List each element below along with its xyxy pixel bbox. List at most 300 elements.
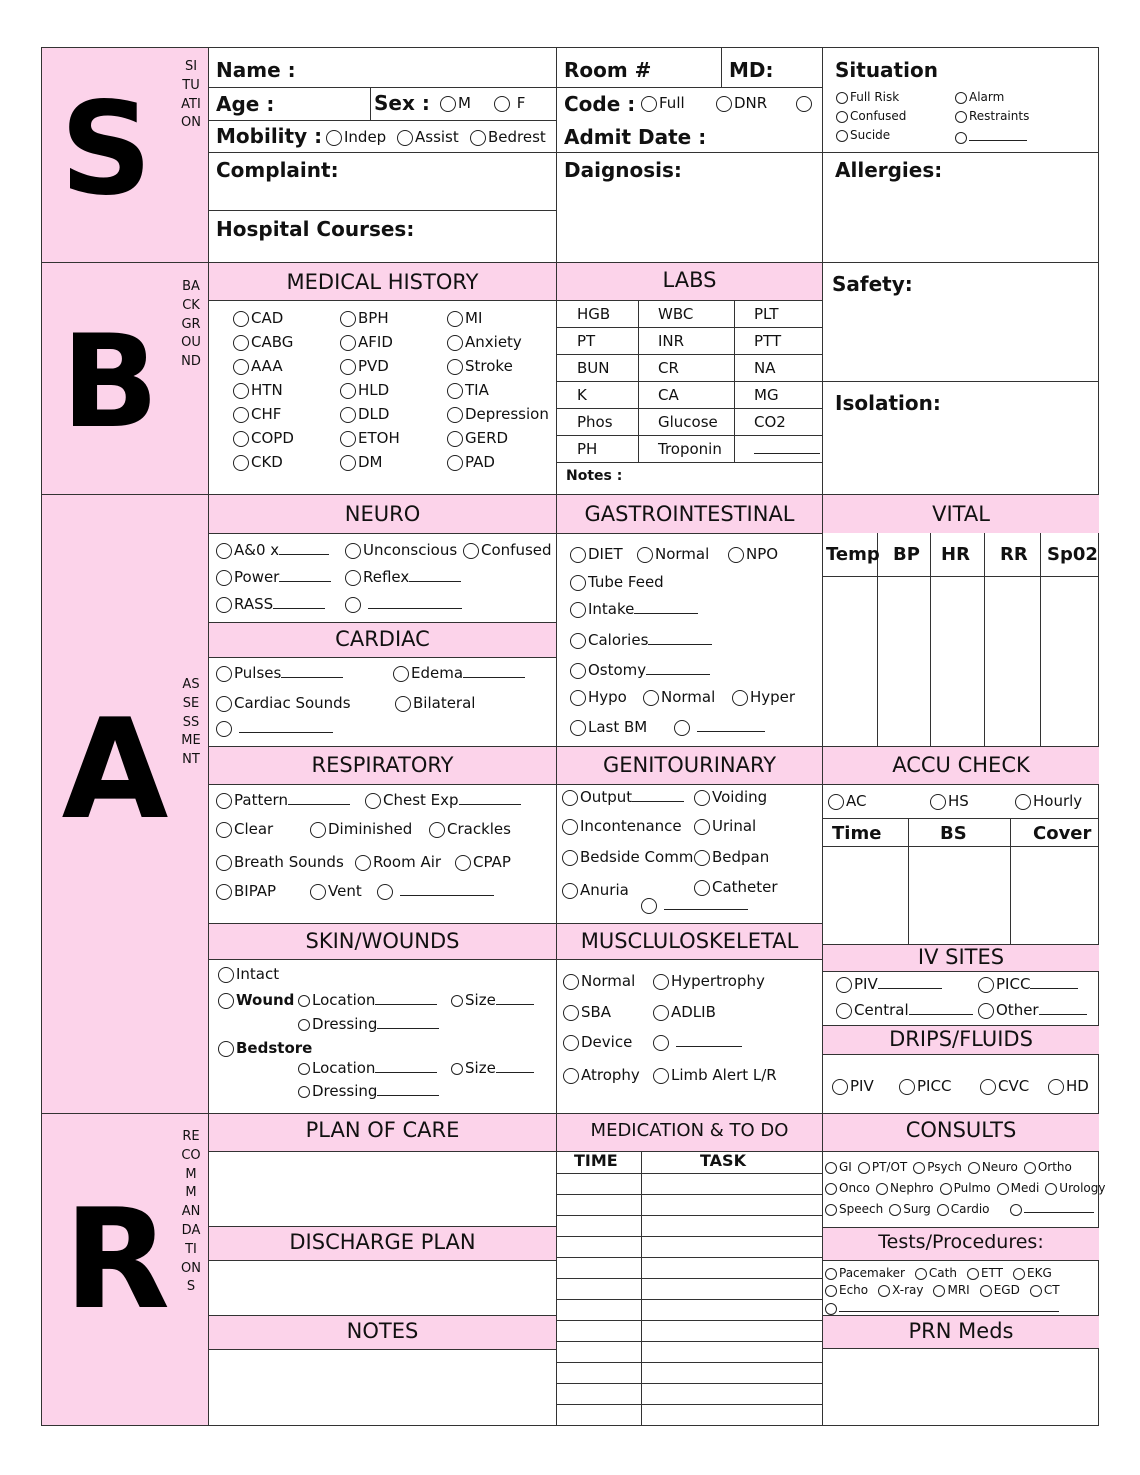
consult-urology-option[interactable] bbox=[1045, 1178, 1105, 1199]
test-mri-option[interactable] bbox=[933, 1282, 969, 1299]
radio-icon bbox=[216, 884, 232, 900]
wound-size-option[interactable]: Size bbox=[451, 991, 534, 1009]
consults-row bbox=[825, 1178, 1106, 1199]
medical-history-etoh-option[interactable] bbox=[340, 426, 400, 450]
radio-icon bbox=[1024, 1162, 1036, 1174]
gi-lastbm-option[interactable]: Last BM bbox=[570, 718, 647, 736]
radio-icon bbox=[340, 455, 356, 471]
consult-other-option[interactable] bbox=[1010, 1199, 1094, 1220]
option-label: CT bbox=[1043, 1283, 1060, 1297]
gi-calories-option[interactable]: Calories bbox=[570, 631, 712, 649]
drips-picc-option[interactable]: PICC bbox=[899, 1077, 951, 1095]
medical-history-ckd-option[interactable] bbox=[233, 450, 294, 474]
diagnosis-label: Daignosis: bbox=[564, 158, 682, 182]
consult-cardio-option[interactable] bbox=[937, 1199, 990, 1220]
radio-icon bbox=[447, 311, 463, 327]
gi-ostomy-option[interactable]: Ostomy bbox=[570, 661, 710, 679]
option-label: X-ray bbox=[892, 1283, 924, 1297]
iv-sites-title: IV SITES bbox=[917, 945, 1005, 969]
gi-hyper-option[interactable]: Hyper bbox=[732, 688, 795, 706]
accu-hourly-option[interactable]: Hourly bbox=[1015, 792, 1082, 810]
vital-bp-col: BP bbox=[893, 544, 920, 565]
radio-icon bbox=[653, 1005, 669, 1021]
gu-bedside-option[interactable]: Bedside Comm bbox=[562, 848, 693, 866]
medical-history-cad-option[interactable] bbox=[233, 306, 294, 330]
safety-label: Safety: bbox=[832, 272, 913, 296]
radio-icon bbox=[694, 819, 710, 835]
radio-icon bbox=[233, 359, 249, 375]
situation-other-option[interactable] bbox=[955, 128, 1027, 144]
radio-icon bbox=[728, 547, 744, 563]
skin-intact-option[interactable]: Intact bbox=[218, 965, 279, 983]
option-label: COPD bbox=[251, 429, 294, 447]
mobility-indep-option[interactable]: Indep bbox=[326, 128, 386, 146]
radio-icon bbox=[570, 720, 586, 736]
msk-device-option[interactable]: Device bbox=[563, 1033, 632, 1051]
neuro-confused-option[interactable]: Confused bbox=[463, 541, 552, 559]
test-pacemaker-option[interactable] bbox=[825, 1265, 905, 1282]
test-cath-option[interactable] bbox=[915, 1265, 957, 1282]
option-label: PAD bbox=[465, 453, 495, 471]
skin-bedstore-option[interactable]: Bedstore bbox=[218, 1039, 312, 1057]
gu-bedpan-option[interactable]: Bedpan bbox=[694, 848, 769, 866]
medical-history-mi-option[interactable] bbox=[447, 306, 549, 330]
bedstore-dressing-option[interactable]: Dressing bbox=[298, 1082, 439, 1100]
consult-speech-option[interactable] bbox=[825, 1199, 883, 1220]
option-label: Speech bbox=[839, 1202, 884, 1216]
resp-diminished-option[interactable]: Diminished bbox=[310, 820, 412, 838]
full-risk-option[interactable]: Full Risk bbox=[836, 90, 899, 104]
option-label: PVD bbox=[358, 357, 389, 375]
medical-history-hld-option[interactable] bbox=[340, 378, 400, 402]
notes-title: NOTES bbox=[346, 1319, 419, 1343]
room-label: Room # bbox=[564, 58, 652, 82]
neuro-rass-option[interactable]: RASS bbox=[216, 595, 325, 613]
restraints-option[interactable]: Restraints bbox=[955, 109, 1029, 123]
vital-title: VITAL bbox=[932, 502, 990, 526]
section-word-assessment: ASSESSMENT bbox=[181, 677, 201, 768]
radio-icon bbox=[1048, 1079, 1064, 1095]
resp-clear-option[interactable]: Clear bbox=[216, 820, 273, 838]
neuro-reflex-option[interactable]: Reflex bbox=[345, 568, 461, 586]
gu-output-option[interactable]: Output bbox=[562, 788, 684, 806]
option-label: HTN bbox=[251, 381, 283, 399]
bedstore-size-option[interactable]: Size bbox=[451, 1059, 534, 1077]
radio-icon bbox=[233, 335, 249, 351]
allergies-label: Allergies: bbox=[835, 158, 943, 182]
radio-icon bbox=[233, 383, 249, 399]
radio-icon bbox=[653, 974, 669, 990]
consult-neuro-option[interactable] bbox=[968, 1157, 1018, 1178]
radio-icon bbox=[980, 1079, 996, 1095]
radio-icon bbox=[967, 1268, 979, 1280]
gu-anuria-option[interactable]: Anuria bbox=[562, 881, 629, 899]
radio-icon bbox=[716, 96, 732, 112]
lab-cell bbox=[754, 440, 820, 458]
gu-title: GENITOURINARY bbox=[602, 753, 777, 777]
radio-icon bbox=[674, 720, 690, 736]
lab-cell: Phos bbox=[577, 413, 613, 431]
option-label: EGD bbox=[993, 1283, 1020, 1297]
radio-icon bbox=[562, 790, 578, 806]
option-label: CAD bbox=[251, 309, 284, 327]
radio-icon bbox=[878, 1285, 890, 1297]
consult-ortho-option[interactable] bbox=[1024, 1157, 1072, 1178]
radio-icon bbox=[876, 1183, 888, 1195]
option-label: AAA bbox=[251, 357, 283, 375]
lab-cell: K bbox=[577, 386, 587, 404]
lab-cell: HGB bbox=[577, 305, 611, 323]
lab-cell: PLT bbox=[754, 305, 779, 323]
gi-normal-option[interactable]: Normal bbox=[637, 545, 709, 563]
meds-time-col: TIME bbox=[574, 1151, 618, 1170]
msk-other-option[interactable] bbox=[653, 1033, 742, 1051]
radio-icon bbox=[570, 690, 586, 706]
code-dnr-option[interactable]: DNR bbox=[716, 94, 767, 112]
radio-icon bbox=[218, 993, 234, 1009]
gi-intake-option[interactable]: Intake bbox=[570, 600, 698, 618]
option-label: Medi bbox=[1010, 1181, 1040, 1195]
code-other-option[interactable] bbox=[796, 94, 814, 112]
consult-gi-option[interactable] bbox=[825, 1157, 852, 1178]
medical-history-htn-option[interactable] bbox=[233, 378, 294, 402]
wound-dressing-option[interactable]: Dressing bbox=[298, 1015, 439, 1033]
age-label: Age : bbox=[216, 92, 275, 116]
radio-icon bbox=[216, 721, 232, 737]
radio-icon bbox=[429, 822, 445, 838]
neuro-ao-option[interactable]: A&0 x bbox=[216, 541, 329, 559]
radio-icon bbox=[340, 311, 356, 327]
medical-history-col3 bbox=[447, 306, 549, 474]
radio-icon bbox=[340, 431, 356, 447]
gu-other-option[interactable] bbox=[641, 896, 748, 914]
radio-icon bbox=[377, 884, 393, 900]
radio-icon bbox=[563, 974, 579, 990]
mobility-bedrest-option[interactable]: Bedrest bbox=[470, 128, 546, 146]
radio-icon bbox=[836, 1003, 852, 1019]
radio-icon bbox=[915, 1268, 927, 1280]
radio-icon bbox=[653, 1068, 669, 1084]
drips-title: DRIPS/FLUIDS bbox=[889, 1027, 1033, 1051]
sucide-option[interactable]: Sucide bbox=[836, 128, 890, 142]
msk-normal-option[interactable]: Normal bbox=[563, 972, 635, 990]
medical-history-depression-option[interactable] bbox=[447, 402, 549, 426]
radio-icon bbox=[1015, 794, 1031, 810]
radio-icon bbox=[978, 1003, 994, 1019]
gu-voiding-option[interactable]: Voiding bbox=[694, 788, 767, 806]
radio-icon bbox=[447, 431, 463, 447]
sex-male-option[interactable]: M bbox=[440, 94, 471, 112]
medical-history-gerd-option[interactable] bbox=[447, 426, 549, 450]
lab-blank bbox=[754, 441, 820, 454]
radio-icon bbox=[825, 1204, 837, 1216]
consult-ptot-option[interactable] bbox=[858, 1157, 907, 1178]
radio-icon bbox=[796, 96, 812, 112]
medical-history-dld-option[interactable] bbox=[340, 402, 400, 426]
radio-icon bbox=[825, 1162, 837, 1174]
radio-icon bbox=[216, 696, 232, 712]
radio-icon bbox=[216, 822, 232, 838]
medical-history-stroke-option[interactable] bbox=[447, 354, 549, 378]
radio-icon bbox=[858, 1162, 870, 1174]
medical-history-bph-option[interactable] bbox=[340, 306, 400, 330]
tests-row bbox=[825, 1299, 1099, 1316]
radio-icon bbox=[216, 666, 232, 682]
section-letter-a: A bbox=[61, 689, 169, 850]
lab-cell: BUN bbox=[577, 359, 610, 377]
medical-history-pvd-option[interactable] bbox=[340, 354, 400, 378]
lab-cell: INR bbox=[658, 332, 685, 350]
cardiac-bilateral-option[interactable]: Bilateral bbox=[395, 694, 475, 712]
consult-surg-option[interactable] bbox=[889, 1199, 931, 1220]
vital-hr-col: HR bbox=[941, 544, 970, 565]
radio-icon bbox=[355, 855, 371, 871]
tests-row bbox=[825, 1265, 1099, 1282]
test-xray-option[interactable] bbox=[878, 1282, 923, 1299]
iv-picc-option[interactable]: PICC bbox=[978, 975, 1078, 993]
radio-icon bbox=[216, 793, 232, 809]
cardiac-edema-option[interactable]: Edema bbox=[393, 664, 525, 682]
discharge-title: DISCHARGE PLAN bbox=[289, 1230, 476, 1254]
radio-icon bbox=[570, 575, 586, 591]
resp-roomair-option[interactable]: Room Air bbox=[355, 853, 441, 871]
radio-icon bbox=[978, 977, 994, 993]
medical-history-afid-option[interactable] bbox=[340, 330, 400, 354]
radio-icon bbox=[980, 1285, 992, 1297]
vital-rr-col: RR bbox=[1000, 544, 1028, 565]
radio-icon bbox=[340, 335, 356, 351]
option-label: Cath bbox=[928, 1266, 957, 1280]
gu-incontenance-option[interactable]: Incontenance bbox=[562, 817, 682, 835]
accu-cover-col: Cover bbox=[1033, 823, 1092, 844]
radio-icon bbox=[447, 455, 463, 471]
consult-nephro-option[interactable] bbox=[876, 1178, 934, 1199]
consults-row bbox=[825, 1199, 1099, 1220]
medical-history-col2 bbox=[340, 306, 400, 474]
gi-hypo-option[interactable]: Hypo bbox=[570, 688, 627, 706]
gi-diet-option[interactable]: DIET bbox=[570, 545, 623, 563]
alarm-option[interactable]: Alarm bbox=[955, 90, 1004, 104]
gi-npo-option[interactable]: NPO bbox=[728, 545, 778, 563]
name-label: Name : bbox=[216, 58, 296, 82]
radio-icon bbox=[562, 819, 578, 835]
radio-icon bbox=[968, 1162, 980, 1174]
radio-icon bbox=[694, 850, 710, 866]
accu-hs-option[interactable]: HS bbox=[930, 792, 969, 810]
neuro-power-option[interactable]: Power bbox=[216, 568, 331, 586]
radio-icon bbox=[455, 855, 471, 871]
confused-option[interactable]: Confused bbox=[836, 109, 906, 123]
option-label: DLD bbox=[358, 405, 390, 423]
gu-urinal-option[interactable]: Urinal bbox=[694, 817, 756, 835]
radio-icon bbox=[637, 547, 653, 563]
resp-crackles-option[interactable]: Crackles bbox=[429, 820, 511, 838]
option-label: GI bbox=[839, 1160, 852, 1174]
consults-body bbox=[825, 1157, 1106, 1220]
medical-history-tia-option[interactable] bbox=[447, 378, 549, 402]
mobility-label: Mobility : bbox=[216, 124, 323, 148]
medical-history-anxiety-option[interactable] bbox=[447, 330, 549, 354]
msk-hypertrophy-option[interactable]: Hypertrophy bbox=[653, 972, 765, 990]
option-label: AFID bbox=[358, 333, 393, 351]
radio-icon bbox=[563, 1035, 579, 1051]
msk-limb-option[interactable]: Limb Alert L/R bbox=[653, 1066, 777, 1084]
medical-history-aaa-option[interactable] bbox=[233, 354, 294, 378]
resp-breath-option[interactable]: Breath Sounds bbox=[216, 853, 344, 871]
radio-icon bbox=[310, 822, 326, 838]
radio-icon bbox=[570, 602, 586, 618]
radio-icon bbox=[216, 570, 232, 586]
consult-pulmo-option[interactable] bbox=[940, 1178, 991, 1199]
gi-tube-feed-option[interactable]: Tube Feed bbox=[570, 573, 664, 591]
radio-icon bbox=[451, 995, 463, 1007]
option-label: Anxiety bbox=[465, 333, 522, 351]
option-label: Depression bbox=[465, 405, 549, 423]
sex-label: Sex : bbox=[374, 91, 430, 115]
cardiac-other-option[interactable] bbox=[216, 719, 333, 737]
radio-icon bbox=[494, 96, 510, 112]
test-ett-option[interactable] bbox=[967, 1265, 1003, 1282]
radio-icon bbox=[298, 995, 310, 1007]
radio-icon bbox=[641, 898, 657, 914]
section-letter-b: B bbox=[61, 308, 159, 457]
gi-other-option[interactable] bbox=[674, 718, 765, 736]
md-label: MD: bbox=[729, 58, 774, 82]
radio-icon bbox=[397, 130, 413, 146]
option-label: PT/OT bbox=[871, 1160, 908, 1174]
radio-icon bbox=[937, 1204, 949, 1216]
gu-catheter-option[interactable]: Catheter bbox=[694, 878, 778, 896]
meds-title: MEDICATION & TO DO bbox=[590, 1120, 789, 1141]
consult-onco-option[interactable] bbox=[825, 1178, 870, 1199]
accu-time-col: Time bbox=[832, 823, 882, 844]
accu-check-title: ACCU CHECK bbox=[892, 753, 1030, 777]
resp-vent-option[interactable]: Vent bbox=[310, 882, 362, 900]
resp-chest-option[interactable]: Chest Exp bbox=[365, 791, 521, 809]
msk-title: MUSCLULOSKELETAL bbox=[580, 929, 799, 953]
medical-history-chf-option[interactable] bbox=[233, 402, 294, 426]
lab-cell: PTT bbox=[754, 332, 782, 350]
radio-icon bbox=[218, 1041, 234, 1057]
radio-icon bbox=[955, 132, 967, 144]
medical-history-cabg-option[interactable] bbox=[233, 330, 294, 354]
drips-piv-option[interactable]: PIV bbox=[832, 1077, 874, 1095]
radio-icon bbox=[828, 794, 844, 810]
radio-icon bbox=[218, 967, 234, 983]
radio-icon bbox=[913, 1162, 925, 1174]
option-label: Pacemaker bbox=[839, 1266, 905, 1280]
mobility-assist-option[interactable]: Assist bbox=[397, 128, 459, 146]
radio-icon bbox=[233, 431, 249, 447]
iv-central-option[interactable]: Central bbox=[836, 1001, 973, 1019]
radio-icon bbox=[298, 1086, 310, 1098]
option-label: ETOH bbox=[358, 429, 400, 447]
radio-icon bbox=[1030, 1285, 1042, 1297]
test-ekg-option[interactable] bbox=[1013, 1265, 1052, 1282]
radio-icon bbox=[825, 1268, 837, 1280]
radio-icon bbox=[345, 597, 361, 613]
neuro-unconscious-option[interactable]: Unconscious bbox=[345, 541, 457, 559]
tests-body bbox=[825, 1265, 1099, 1316]
radio-icon bbox=[825, 1183, 837, 1195]
wound-location-option[interactable]: Location bbox=[298, 991, 437, 1009]
code-full-option[interactable]: Full bbox=[641, 94, 685, 112]
radio-icon bbox=[563, 1068, 579, 1084]
radio-icon bbox=[298, 1019, 310, 1031]
bedstore-location-option[interactable]: Location bbox=[298, 1059, 437, 1077]
resp-bipap-option[interactable]: BIPAP bbox=[216, 882, 276, 900]
radio-icon bbox=[340, 407, 356, 423]
section-word-background: BACKGROUND bbox=[181, 279, 201, 370]
labs-title: LABS bbox=[662, 268, 717, 292]
test-egd-option[interactable] bbox=[980, 1282, 1020, 1299]
test-ct-option[interactable] bbox=[1030, 1282, 1060, 1299]
neuro-other-option[interactable] bbox=[345, 595, 462, 613]
gi-normal2-option[interactable]: Normal bbox=[643, 688, 715, 706]
option-label: HLD bbox=[358, 381, 390, 399]
lab-cell: CO2 bbox=[754, 413, 786, 431]
medical-history-col1 bbox=[233, 306, 294, 474]
test-echo-option[interactable] bbox=[825, 1282, 868, 1299]
drips-hd-option[interactable]: HD bbox=[1048, 1077, 1089, 1095]
radio-icon bbox=[1010, 1204, 1022, 1216]
option-label: MI bbox=[465, 309, 483, 327]
option-label: Urology bbox=[1059, 1181, 1106, 1195]
resp-pattern-option[interactable]: Pattern bbox=[216, 791, 350, 809]
radio-icon bbox=[836, 92, 848, 104]
cardiac-sounds-option[interactable]: Cardiac Sounds bbox=[216, 694, 351, 712]
radio-icon bbox=[825, 1285, 837, 1297]
accu-bs-col: BS bbox=[940, 823, 967, 844]
plan-title: PLAN OF CARE bbox=[305, 1118, 460, 1142]
skin-title: SKIN/WOUNDS bbox=[305, 929, 460, 953]
option-label: Nephro bbox=[890, 1181, 934, 1195]
msk-sba-option[interactable]: SBA bbox=[563, 1003, 611, 1021]
lab-cell: WBC bbox=[658, 305, 694, 323]
radio-icon bbox=[440, 96, 456, 112]
radio-icon bbox=[233, 311, 249, 327]
lab-cell: CR bbox=[658, 359, 679, 377]
prn-title: PRN Meds bbox=[908, 1319, 1014, 1343]
iv-other-option[interactable]: Other bbox=[978, 1001, 1087, 1019]
resp-cpap-option[interactable]: CPAP bbox=[455, 853, 511, 871]
radio-icon bbox=[899, 1079, 915, 1095]
radio-icon bbox=[955, 92, 967, 104]
radio-icon bbox=[326, 130, 342, 146]
vital-temp-col: Temp bbox=[826, 544, 880, 565]
consult-medi-option[interactable] bbox=[997, 1178, 1040, 1199]
radio-icon bbox=[340, 383, 356, 399]
medical-history-copd-option[interactable] bbox=[233, 426, 294, 450]
iv-piv-option[interactable]: PIV bbox=[836, 975, 942, 993]
cardiac-pulses-option[interactable]: Pulses bbox=[216, 664, 343, 682]
resp-other-option[interactable] bbox=[377, 882, 494, 900]
code-label: Code : bbox=[564, 92, 636, 116]
complaint-label: Complaint: bbox=[216, 158, 339, 182]
msk-adlib-option[interactable]: ADLIB bbox=[653, 1003, 716, 1021]
drips-cvc-option[interactable]: CVC bbox=[980, 1077, 1029, 1095]
msk-atrophy-option[interactable]: Atrophy bbox=[563, 1066, 640, 1084]
sex-female-option[interactable]: F bbox=[494, 94, 525, 112]
radio-icon bbox=[930, 794, 946, 810]
medical-history-pad-option[interactable] bbox=[447, 450, 549, 474]
option-label: DM bbox=[358, 453, 383, 471]
skin-wound-option[interactable]: Wound bbox=[218, 991, 294, 1009]
neuro-title: NEURO bbox=[344, 502, 421, 526]
accu-ac-option[interactable]: AC bbox=[828, 792, 866, 810]
medical-history-dm-option[interactable] bbox=[340, 450, 400, 474]
consult-psych-option[interactable] bbox=[913, 1157, 962, 1178]
